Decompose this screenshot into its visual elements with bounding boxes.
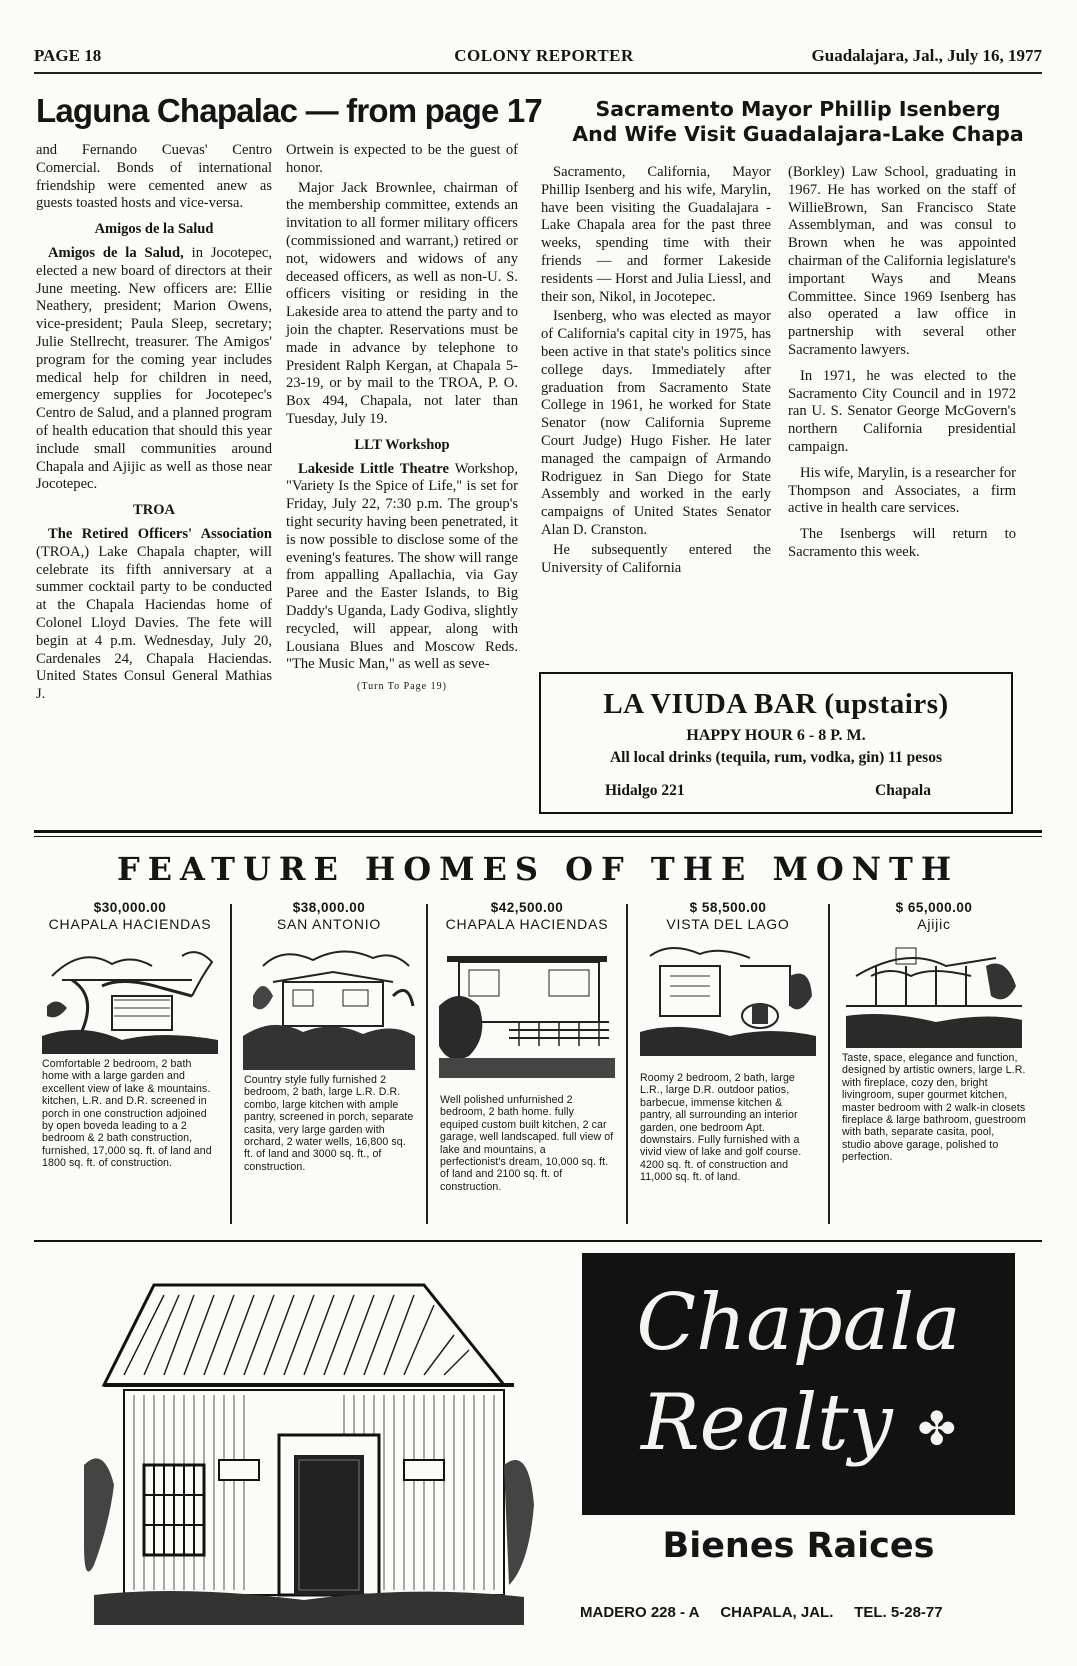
la-viuda-ad — [539, 672, 1013, 814]
home-sketch-image — [42, 936, 218, 1054]
sacramento-p5: In 1971, he was elected to the Sacramento City Council and in 1972 ran U. S. Senator George McGovern's northern California presidential campaign. — [788, 367, 1016, 455]
home-description: Roomy 2 bedroom, 2 bath, large L.R., large D.R. outdoor patios, barbecue, immense kitchen & pantry, all surrounding an interior garden, one bedroom Apt. downstairs. Fully furnished with a vivid view of lake and golf course. 4200 sq. ft. of construction and 11,000 sq. ft. of land. — [640, 1072, 802, 1184]
feature-homes-row — [36, 900, 1042, 1230]
home-listing — [434, 900, 620, 1230]
turn-to-page: (Turn To Page 19) — [357, 681, 447, 693]
feature-homes-title: FEATURE HOMES OF THE MONTH — [116, 850, 960, 888]
sacramento-p6: His wife, Marylin, is a researcher for Thompson and Associates, a firm active in health care services. — [788, 464, 1016, 517]
home-location: VISTA DEL LAGO — [666, 916, 790, 932]
home-listing — [36, 900, 224, 1230]
newspaper-name: COLONY REPORTER — [454, 46, 634, 65]
home-price: $ 58,500.00 — [689, 900, 767, 915]
amigos-lead: Amigos de la Salud, — [48, 244, 184, 261]
section-rule — [34, 1240, 1042, 1242]
la-viuda-title: LA VIUDA BAR (upstairs) — [603, 688, 949, 720]
drinks-offer: All local drinks (tequila, rum, vodka, gin) 11 pesos — [609, 749, 942, 766]
flower-icon: ✤ — [917, 1401, 957, 1456]
page-number: PAGE 18 — [34, 46, 102, 65]
troa-lead: The Retired Officers' Association — [48, 525, 272, 542]
sacramento-p4: (Borkley) Law School, graduating in 1967. He has worked on the staff of WillieBrown, San Francisco State Assemblyman, and was consul to Brown when he was appointed chairman of the California legislature's important Ways and Means Committee. Since 1969 Isenberg has also operated a law office in partnership with several other Sacramento lawyers. — [788, 164, 1016, 358]
laguna-col2-p2: Major Jack Brownlee, chairman of the membership committee, extends an invitation to all former military officers (commissioned and warrant,) retired or not, widowers and widows of any deceased officers, as well as non-U. S. officers visiting or residing in the Lakeside area to attend the party and to join the chapter. Reservations must be made in advance by telephone to President Ralph Kergan, at Chapala 5-23-19, or by mail to the TROA, P. O. Box 494, Chapala, not later than Tuesday, July 19. — [286, 179, 518, 427]
home-price: $38,000.00 — [292, 900, 366, 915]
home-description: Country style fully furnished 2 bedroom, 2 bath, large L.R. D.R. combo, large kitchen with ample pantry, screened in porch, separate casita, very large garden with orchard, 2 water wells, 16,800 sq. ft. of land and 3000 sq. ft., of construction. — [244, 1074, 414, 1173]
column-divider — [230, 904, 232, 1224]
happy-hour: HAPPY HOUR 6 - 8 P. M. — [686, 727, 866, 744]
laguna-col2-p1: Ortwein is expected to be the guest of honor. — [286, 142, 518, 176]
sacramento-p1: Sacramento, California, Mayor Phillip Isenberg and his wife, Marylin, have been visiting the Guadalajara - Lake Chapala area for the past three weeks, spending time with their friends — and former Lakeside residents — Horst and Julia Liessl, and their son, Nikol, in Jocotepec. — [541, 164, 771, 305]
la-viuda-city: Chapala — [875, 782, 931, 799]
realty-name-line1: Chapala — [636, 1278, 961, 1368]
home-description: Comfortable 2 bedroom, 2 bath home with a large garden and excellent view of lake & mountains. kitchen, L.R. and D.R. screened in porch in one construction adjoined by open boveda leading to a 2 bedroom & 2 bath construction, furnished, 17,000 sq. ft. of land and 1800 sq. ft. of construction. — [42, 1058, 212, 1170]
home-location: CHAPALA HACIENDAS — [445, 916, 609, 932]
column-divider — [626, 904, 628, 1224]
home-price: $30,000.00 — [93, 900, 167, 915]
realty-contact-line — [580, 1604, 1020, 1621]
section-rule — [34, 830, 1042, 833]
sacramento-column-2 — [788, 164, 1016, 564]
realty-city: CHAPALA, JAL. — [720, 1604, 834, 1621]
laguna-column-1 — [36, 142, 272, 706]
home-price: $ 65,000.00 — [895, 900, 973, 915]
chapala-realty-logo — [582, 1253, 1015, 1515]
troa-text: (TROA,) Lake Chapala chapter, will celebrate its fifth anniversary at a summer cocktail party to be conducted at the Chapala Haciendas home of Colonel Lloyd Davies. The fete will begin at 4 p.m. Wednesday, July 20, Cardenales 24, Chapala Haciendas. United States Consul General Mathias J. — [36, 543, 272, 703]
home-sketch-image — [640, 936, 816, 1056]
section-rule-thin — [34, 836, 1042, 837]
sacramento-headline — [538, 97, 1058, 147]
troa-subhead: TROA — [133, 502, 175, 519]
home-sketch-image — [243, 936, 415, 1070]
amigos-subhead: Amigos de la Salud — [94, 221, 214, 238]
home-location: Ajijic — [917, 916, 951, 932]
home-description: Taste, space, elegance and function, designed by artistic owners, large L.R. with fireplace, cozy den, bright livingroom, super gourmet kitchen, master bedroom with 2 walk-in closets fireplace & large bathroom, guestroom with bath, separate casita, pool, studio above garage, polished to perfection. — [842, 1052, 1026, 1164]
masthead — [34, 44, 1042, 74]
realty-telephone: TEL. 5-28-77 — [854, 1604, 943, 1621]
house-sketch-illustration — [84, 1265, 534, 1635]
sacramento-p7: The Isenbergs will return to Sacramento this week. — [788, 526, 1016, 560]
laguna-headline: Laguna Chapalac — from page 17 — [36, 92, 542, 129]
laguna-intro: and Fernando Cuevas' Centro Comercial. Bonds of international friendship were cemented anew as guests toasted hosts and vice-versa. — [36, 142, 272, 212]
column-divider — [828, 904, 830, 1224]
realty-name-line2 — [582, 1373, 1015, 1479]
sacramento-column-1 — [541, 164, 771, 579]
llt-subhead: LLT Workshop — [354, 436, 450, 453]
dateline: Guadalajara, Jal., July 16, 1977 — [811, 46, 1042, 65]
la-viuda-address: Hidalgo 221 — [605, 782, 685, 799]
amigos-text: in Jocotepec, elected a new board of directors at their June meeting. New officers are: Ellie Neathery, president; Marion Owens, vice-president; Paula Sleep, secretary; Julie Stellrecht, treasurer. The Amigos' program for the coming year includes medical help for children in need, emergency supplies for Jocotepec's Centro de Salud, and a planned program of health education that should this year include small communities around Chapala and Ajijic as well as those near Jocotepec. — [36, 244, 273, 493]
realty-tagline: Bienes Raices — [662, 1526, 935, 1566]
llt-text: Workshop, "Variety Is the Spice of Life," is set for Friday, July 22, 7:30 p.m. The group's tight security having been penetrated, it is now possible to disclose some of the evening's features. The show will range from appalling Apallachia, via Gay Paree and the Easter Islands, to Big Daddy's Uganda, Lady Godiva, slightly recycled, will appear, along with Lousiana Blues and Moscow Reds. "The Music Man," as well as seve- — [286, 460, 518, 673]
llt-lead: Lakeside Little Theatre — [298, 460, 449, 477]
amigos-paragraph — [36, 245, 272, 494]
home-sketch-image — [846, 936, 1022, 1048]
column-divider — [426, 904, 428, 1224]
sacramento-headline-line2: And Wife Visit Guadalajara-Lake Chapa — [572, 122, 1024, 146]
home-listing — [836, 900, 1032, 1230]
home-listing — [634, 900, 822, 1230]
sacramento-p3: He subsequently entered the University of California — [541, 541, 771, 576]
home-sketch-image — [439, 936, 615, 1078]
sacramento-p2: Isenberg, who was elected as mayor of California's capital city in 1975, has been active in that state's politics since college days. Immediately after graduation from Sacramento State College in 1961, he worked for State Senator (now California Supreme Court Judge) Hugo Fisher. He later managed the campaign of Armando Rodriguez in San Diego for State Assembly and worked in the early campaigns of United States Senator Alan D. Cranston. — [541, 308, 771, 538]
laguna-column-2 — [286, 142, 518, 696]
llt-paragraph — [286, 461, 518, 675]
home-location: SAN ANTONIO — [276, 916, 382, 932]
home-location: CHAPALA HACIENDAS — [48, 916, 212, 932]
troa-paragraph — [36, 526, 272, 704]
realty-wordmark — [582, 1273, 1015, 1479]
home-price: $42,500.00 — [490, 900, 564, 915]
home-description: Well polished unfurnished 2 bedroom, 2 bath home. fully equiped custom built kitchen, 2 car garage, well landscaped. full view of lake and mountains, a perfectionist's dream, 10,000 sq. ft. of land and 2100 sq. ft. of construction. — [440, 1094, 614, 1193]
sacramento-headline-line1: Sacramento Mayor Phillip Isenberg — [595, 97, 1001, 121]
realty-address: MADERO 228 - A — [580, 1604, 700, 1621]
home-listing — [238, 900, 420, 1230]
realty-name-word2: Realty — [640, 1378, 893, 1468]
